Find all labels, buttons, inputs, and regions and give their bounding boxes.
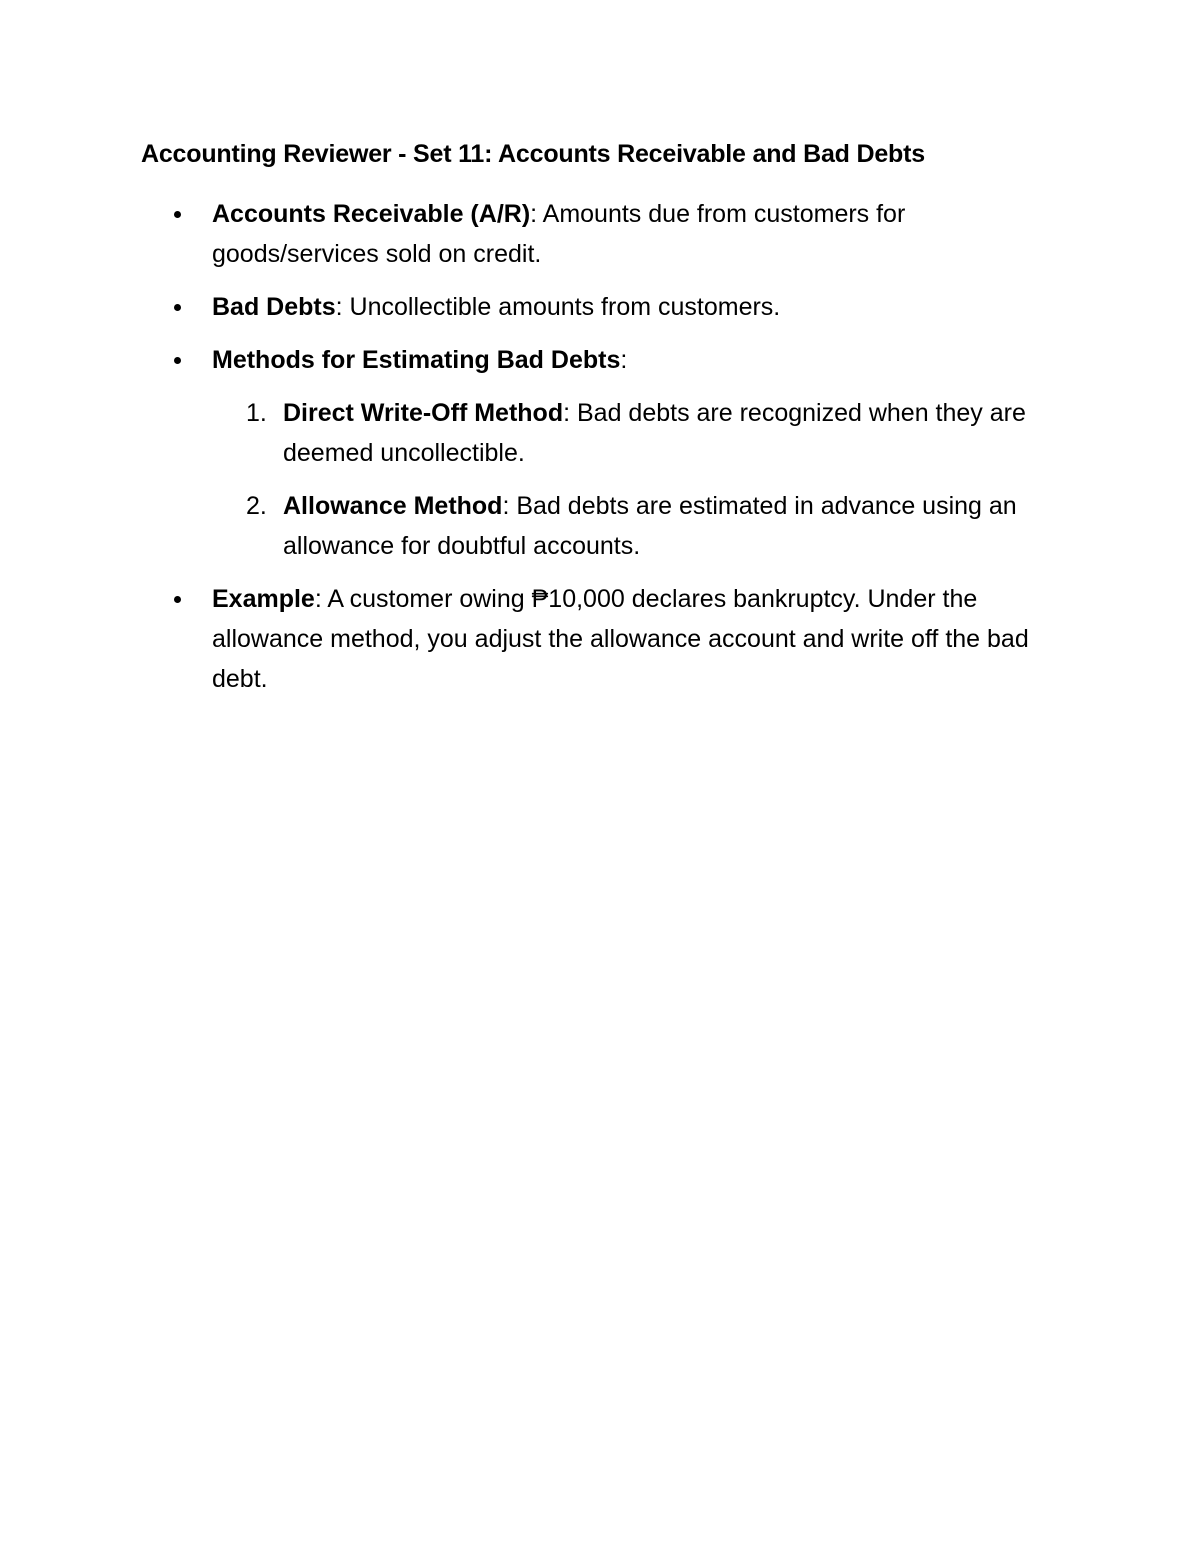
document-body xyxy=(141,194,1071,712)
term-label: Example xyxy=(212,585,315,613)
list-number: 2. xyxy=(246,492,267,520)
definition-text: : Bad debts are estimated in advance using an allowance for doubtful accounts. xyxy=(283,492,1017,560)
term-label: Direct Write-Off Method xyxy=(283,399,564,427)
list-item-bad-debts xyxy=(141,287,1071,327)
term-label: Accounts Receivable (A/R) xyxy=(212,200,531,228)
bullet-icon xyxy=(174,596,181,603)
definition-text: : xyxy=(620,346,628,374)
term-label: Methods for Estimating Bad Debts xyxy=(212,346,621,374)
bullet-icon xyxy=(174,304,181,311)
method-item-direct-write-off xyxy=(212,393,1071,473)
definition-text: : Amounts due from customers for goods/services sold on credit. xyxy=(212,200,906,268)
bullet-list xyxy=(141,194,1071,699)
bullet-icon xyxy=(174,211,181,218)
definition-text: : Bad debts are recognized when they are deemed uncollectible. xyxy=(283,399,1026,467)
list-item-example xyxy=(141,579,1071,699)
methods-list xyxy=(212,393,1071,566)
method-item-allowance xyxy=(212,486,1071,566)
document-title: Accounting Reviewer - Set 11: Accounts Receivable and Bad Debts xyxy=(141,140,925,168)
definition-text: : Uncollectible amounts from customers. xyxy=(335,293,781,321)
list-number: 1. xyxy=(246,399,267,427)
definition-text: : A customer owing ₱10,000 declares bankruptcy. Under the allowance method, you adjust the allowance account and write off the bad debt. xyxy=(212,585,1029,693)
list-item-accounts-receivable xyxy=(141,194,1071,274)
term-label: Bad Debts xyxy=(212,293,336,321)
term-label: Allowance Method xyxy=(283,492,503,520)
list-item-methods xyxy=(141,340,1071,566)
bullet-icon xyxy=(174,357,181,364)
